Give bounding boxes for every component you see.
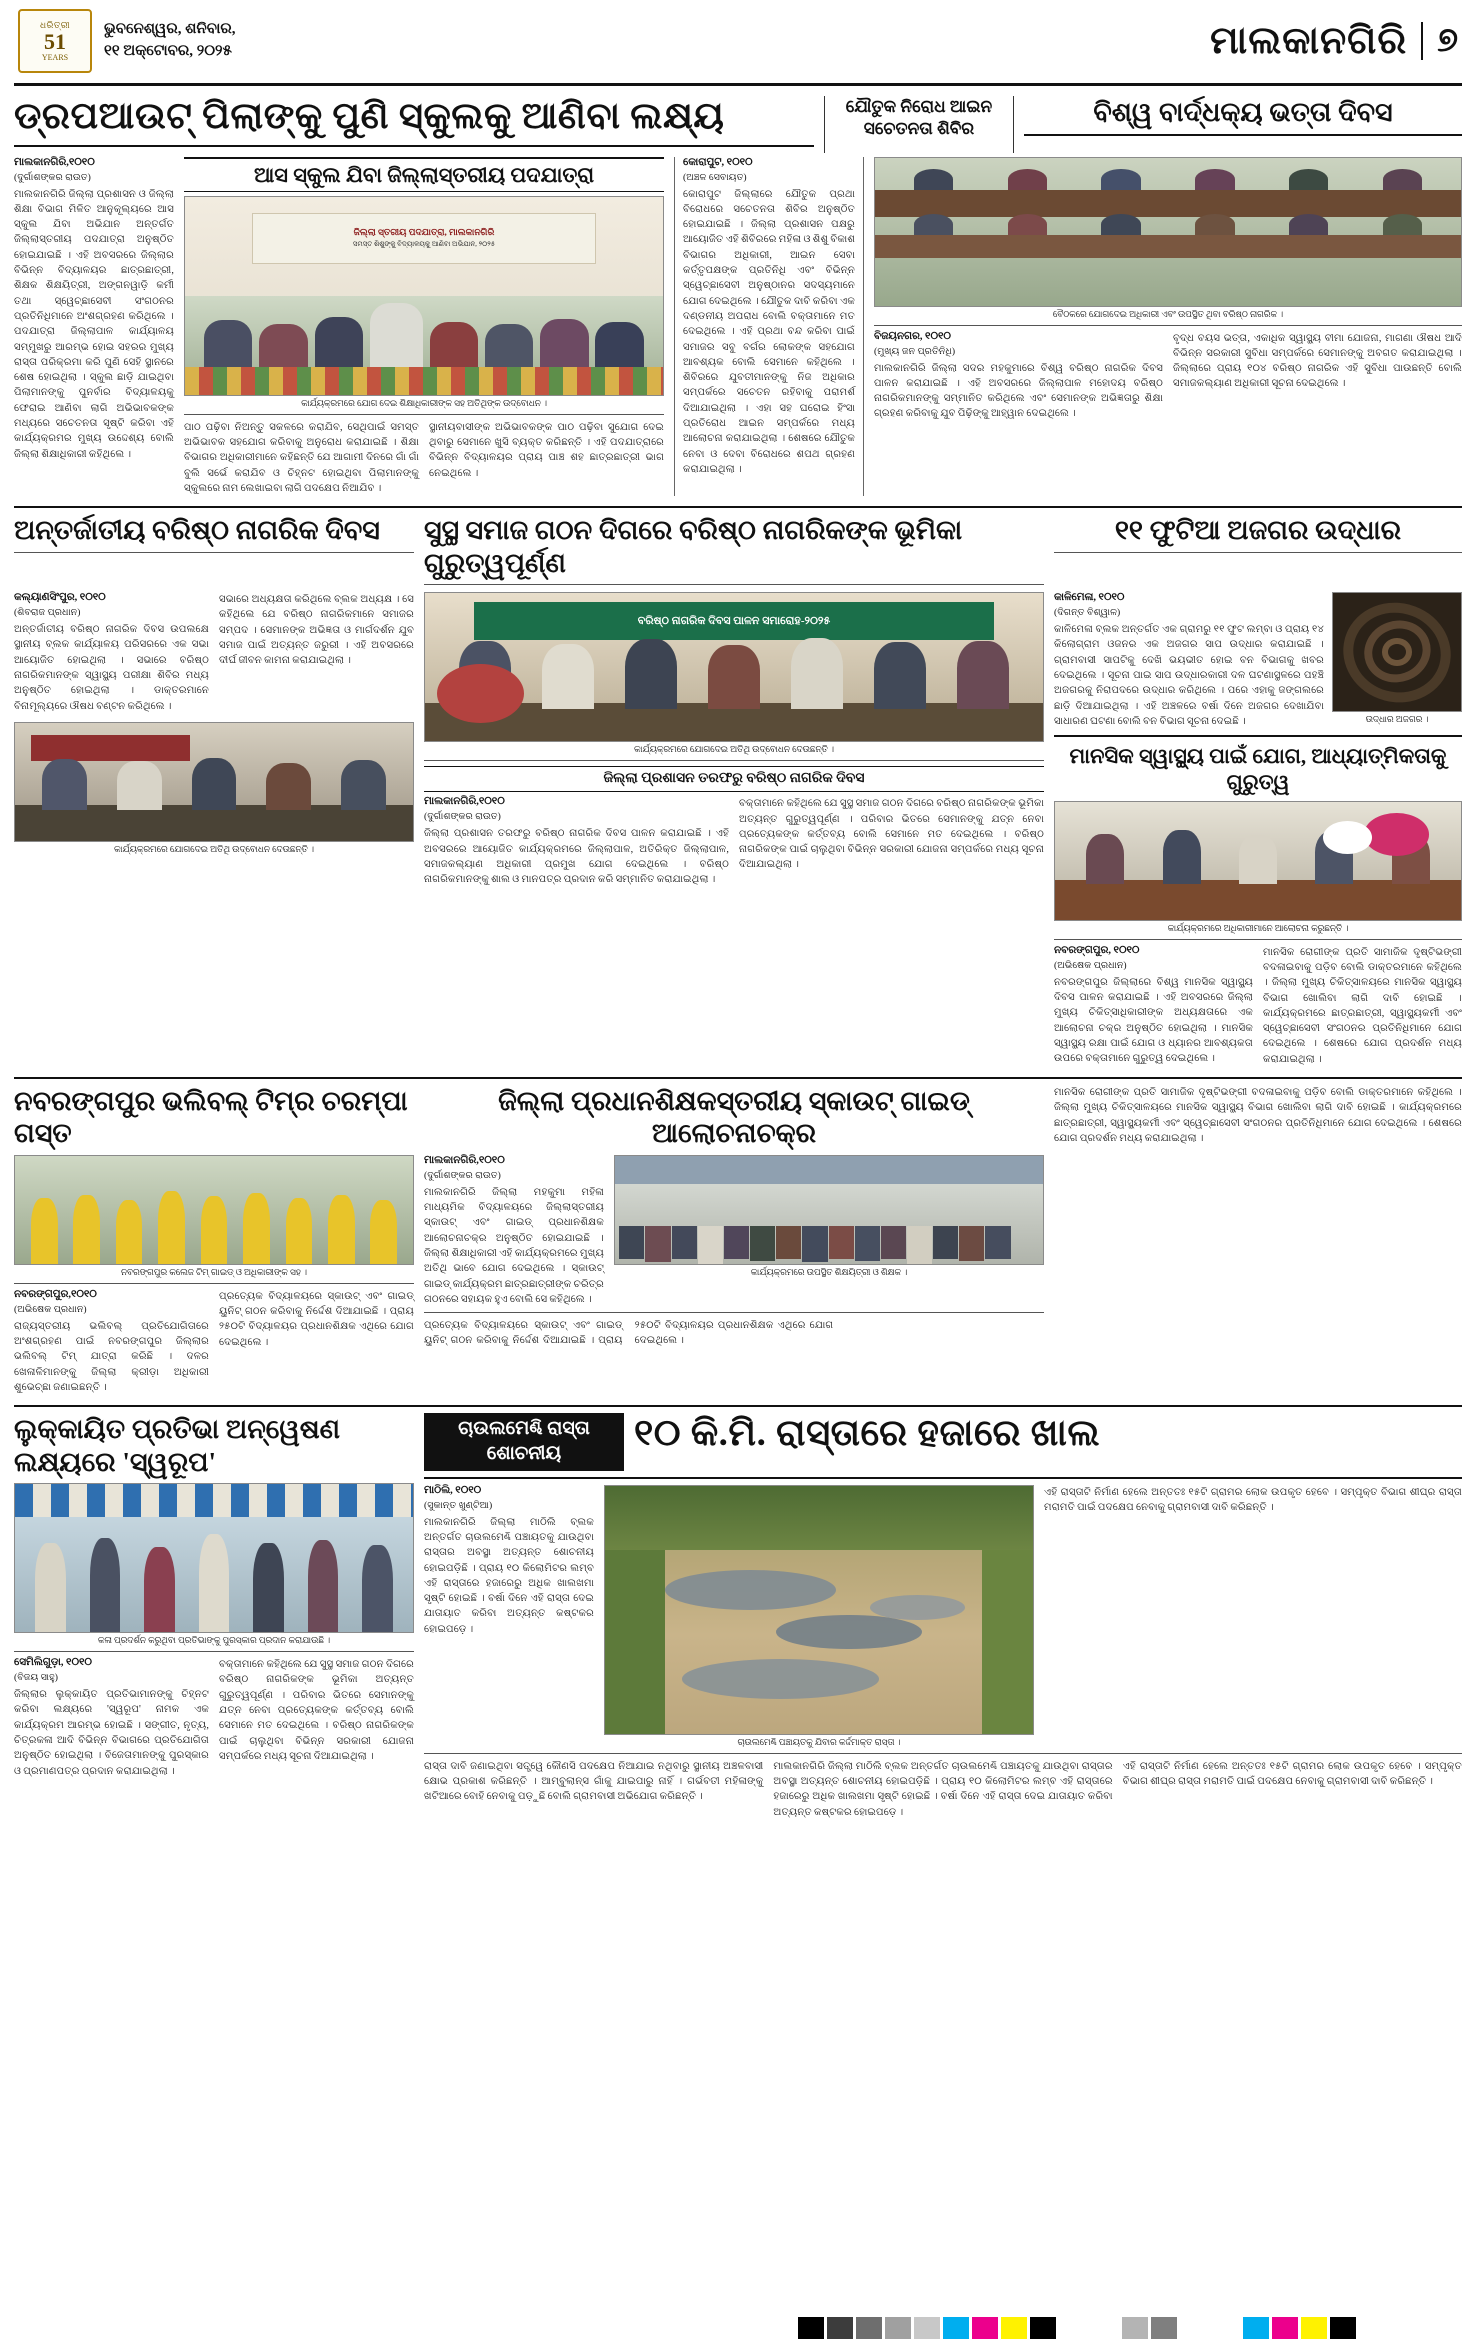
nabarangpur-photo-caption: ନବରଙ୍ଗପୁର କଲେଜ ଟିମ୍ ଗାଇଡ୍ ଓ ଅଧିକାରୀଙ୍କ ସହ ।: [121, 1266, 307, 1277]
photo-roadside: [605, 1550, 665, 1734]
python-rescue-block: [1054, 592, 1462, 1067]
photo-person: [957, 641, 1009, 709]
talent-photo-caption: କଳା ପ୍ରଦର୍ଶନ କରୁଥିବା ପ୍ରତିଭାଙ୍କୁ ପୁରସ୍କାର ପ୍ରଦାନ କରାଯାଉଛି ।: [97, 1635, 331, 1646]
lead-sub-headline: ଆସ ସ୍କୁଲ ଯିବା ଜିଲ୍ଲାସ୍ତରୀୟ ପଦଯାତ୍ରା: [184, 157, 664, 192]
masthead-left: [18, 9, 236, 73]
balloon-decoration-icon: [1323, 821, 1372, 854]
photo-people-row: [887, 214, 1450, 235]
elderly-day-column: [874, 157, 1462, 497]
python-top-row: [1054, 592, 1462, 729]
nabarangpur-col-1: [14, 1289, 209, 1395]
intl-senior-photo-caption: କାର୍ଯ୍ୟକ୍ରମରେ ଯୋଗଦେଇ ଅତିଥି ଉଦ୍ବୋଧନ ଦେଉଛନ୍ତି ।: [113, 843, 314, 854]
masthead-place-date-line1: ଭୁବନେଶ୍ୱର, ଶନିବାର,: [104, 20, 236, 37]
photo-people-row: [887, 169, 1450, 190]
elderly-text-cols: [874, 331, 1462, 422]
school-guide-dateline: ମାଲକାନଗିରି,୧୦୧୦: [424, 1154, 505, 1166]
elderly-day-headline: ବିଶ୍ୱ ବାର୍ଦ୍ଧକ୍ୟ ଭତ୍ତା ଦିବସ: [1093, 97, 1393, 127]
logo-ribbon-text: ଧରିତ୍ରୀ: [39, 19, 71, 30]
audience-person: [672, 1226, 697, 1259]
lead-lower-cols: [184, 420, 664, 496]
logo-years-label: YEARS: [41, 52, 69, 62]
intl-senior-subdateline: (ଶିବରାଜ ପ୍ରଧାନ): [14, 607, 81, 619]
yoga-extra-col: [1054, 1085, 1462, 1395]
photo-hall-wall: [615, 1156, 1043, 1184]
lead-body-2: ପାଠ ପଢ଼ିବା ନିଅନ୍ତୁ ସକଳରେ କରାଯିବ, ସେଥିପାଇଁ ସମସ୍ତ ଅଭିଭାବକ ସହଯୋଗ କରିବାକୁ ଅନୁରୋଧ କରାଯାଇଛି । ଶିକ୍ଷା ବିଭାଗର ଅଧିକାରୀମାନେ କହିଛନ୍ତି ଯେ ଆଗାମୀ ଦିନରେ ଗାଁ ଗାଁ ବୁଲି ସର୍ଭେ କରାଯିବ ଓ ଚିହ୍ନଟ ହୋଇଥିବା ପିଲାମାନଙ୍କୁ ସ୍କୁଲରେ ନାମ ଲେଖାଇବା ଲାଗି ପଦକ୍ଷେପ ନିଆଯିବ ।: [184, 421, 419, 494]
team-member: [370, 1200, 397, 1264]
school-guide-col-1: [424, 1155, 604, 1307]
photo-person: [1163, 830, 1201, 884]
color-swatch: [798, 2317, 824, 2339]
photo-person: [1101, 169, 1140, 190]
elderly-body-1: ମାଲକାନଗିରି ଜିଲ୍ଲା ସଦର ମହକୁମାରେ ବିଶ୍ୱ ବରିଷ୍ଠ ନାଗରିକ ଦିବସ ପାଳନ କରାଯାଇଛି । ଏହି ଅବସରରେ ଜିଲ୍ଲାପାଳ ମହୋଦୟ ବରିଷ୍ଠ ନାଗରିକମାନଙ୍କୁ ସମ୍ମାନିତ କରିଥିଲେ ଏବଂ ସେମାନଙ୍କ ଅଭିଜ୍ଞତାରୁ ଶିକ୍ଷା ଗ୍ରହଣ କରିବାକୁ ଯୁବ ପିଢ଼ିଙ୍କୁ ଆହ୍ୱାନ ଦେଇଥିଲେ ।: [874, 362, 1163, 420]
audience-person: [907, 1226, 932, 1264]
school-guide-side-body: ପ୍ରତ୍ୟେକ ବିଦ୍ୟାଳୟରେ ସ୍କାଉଟ୍ ଏବଂ ଗାଇଡ୍ ୟୁନିଟ୍ ଗଠନ କରିବାକୁ ନିର୍ଦ୍ଦେଶ ଦିଆଯାଇଛି । ପ୍ରାୟ ୨୫୦ଟି ବିଦ୍ୟାଳୟର ପ୍ରଧାନଶିକ୍ଷକ ଏଥିରେ ଯୋଗ ଦେଇଥିଲେ ।: [219, 1290, 414, 1348]
publication-logo: [18, 9, 92, 73]
elderly-day-photo: [874, 157, 1462, 307]
lead-photo-banner-line2: ସମସ୍ତ ଶିଶୁଙ୍କୁ ବିଦ୍ୟାଳୟକୁ ଆଣିବା ଅଭିଯାନ, ୨୦୨୫: [352, 240, 496, 249]
lead-body-3: ସ୍ଥାନୀୟବାସୀଙ୍କ ଅଭିଭାବକଙ୍କ ପାଠ ପଢ଼ିବା ସୁଯୋଗ ଦେଇ ଥିବାରୁ ସେମାନେ ଖୁସି ବ୍ୟକ୍ତ କରିଛନ୍ତି । ଏହି ପଦଯାତ୍ରାରେ ବିଭିନ୍ନ ବିଦ୍ୟାଳୟର ପ୍ରାୟ ପାଞ୍ଚ ଶହ ଛାତ୍ରଛାତ୍ରୀ ଭାଗ ନେଇଥିଲେ ।: [429, 421, 664, 479]
photo-person: [308, 1540, 339, 1632]
yoga-dateline: ନବରଙ୍ଗପୁର, ୧୦୧୦: [1054, 944, 1140, 956]
team-member: [73, 1195, 100, 1264]
school-guide-block: [424, 1085, 1044, 1395]
audience-person: [881, 1226, 906, 1259]
color-swatch: [1301, 2317, 1327, 2339]
talent-col-1: [14, 1657, 209, 1779]
yoga-body-2: ମାନସିକ ରୋଗୀଙ୍କ ପ୍ରତି ସାମାଜିକ ଦୃଷ୍ଟିଭଙ୍ଗୀ ବଦଳାଇବାକୁ ପଡ଼ିବ ବୋଲି ଡାକ୍ତରମାନେ କହିଥିଲେ । ଜିଲ୍ଲା ମୁଖ୍ୟ ଚିକିତ୍ସାଳୟରେ ମାନସିକ ସ୍ୱାସ୍ଥ୍ୟ ବିଭାଗ ଖୋଲିବା ଲାଗି ଦାବି ହୋଇଛି । କାର୍ଯ୍ୟକ୍ରମରେ ଛାତ୍ରଛାତ୍ରୀ, ସ୍ୱାସ୍ଥ୍ୟକର୍ମୀ ଏବଂ ସ୍ୱେଚ୍ଛାସେବୀ ସଂଗଠନର ପ୍ରତିନିଧିମାନେ ଯୋଗ ଦେଇଥିଲେ । ଶେଷରେ ଯୋଗ ପ୍ରଦର୍ଶନ ମଧ୍ୟ କରାଯାଇଥିଲା ।: [1263, 946, 1462, 1065]
photo-person: [791, 638, 843, 709]
yoga-text-cols: [1054, 945, 1462, 1067]
elderly-subdateline: (ମୁଖ୍ୟ ଜନ ପ୍ରତିନିଧି): [874, 345, 956, 357]
talent-headline: ଲୁକ୍କାୟିତ ପ୍ରତିଭା ଅନ୍ୱେଷଣ ଲକ୍ଷ୍ୟରେ 'ସ୍ୱରୂପ': [14, 1414, 341, 1477]
photo-person: [266, 763, 311, 811]
dowry-headline-wrap: [824, 96, 1014, 153]
photo-roadside: [982, 1550, 1033, 1734]
intl-senior-block: [14, 592, 414, 1067]
dowry-headline: ଯୌତୁକ ନିରୋଧ ଆଇନ ସଚେତନତା ଶିବିର: [845, 97, 993, 139]
intl-senior-cols: [14, 592, 414, 714]
photo-person: [1383, 214, 1422, 235]
dowry-subdateline: (ଅଞ୍ଚଳ ସେବାୟତ): [683, 171, 747, 183]
road-block: [424, 1413, 1462, 1820]
photo-person: [1239, 835, 1277, 885]
python-text-col: [1054, 592, 1324, 729]
color-swatch: [943, 2317, 969, 2339]
photo-people-row: [27, 754, 401, 811]
edition-title: ମାଲକାନଗିରି: [1210, 19, 1408, 62]
photo-puddle: [682, 1659, 879, 1699]
talent-text-cols: [14, 1657, 414, 1779]
school-guide-body-1: ମାଲକାନଗିରି ଜିଲ୍ଲା ମହକୁମା ମହିଳା ମାଧ୍ୟମିକ ବିଦ୍ୟାଳୟରେ ଜିଲ୍ଲାସ୍ତରୀୟ ସ୍କାଉଟ୍ ଏବଂ ଗାଇଡ୍ ପ୍ରଧାନଶିକ୍ଷକ ଆଲୋଚନାଚକ୍ର ଅନୁଷ୍ଠିତ ହୋଇଯାଇଛି । ଜିଲ୍ଲା ଶିକ୍ଷାଧିକାରୀ ଏହି କାର୍ଯ୍ୟକ୍ରମରେ ମୁଖ୍ୟ ଅତିଥି ଭାବେ ଯୋଗ ଦେଇଥିଲେ । ସ୍କାଉଟ୍ ଗାଇଡ୍ କାର୍ଯ୍ୟକ୍ରମ ଛାତ୍ରଛାତ୍ରୀଙ୍କ ଚରିତ୍ର ଗଠନରେ ସହାୟକ ହୁଏ ବୋଲି ସେ କହିଥିଲେ ।: [424, 1186, 604, 1305]
python-head-wrap: [1054, 514, 1462, 590]
photo-person: [35, 1543, 66, 1632]
road-col-3: [1044, 1485, 1462, 1748]
lower-middle-row: [14, 1077, 1462, 1395]
team-member: [201, 1196, 228, 1263]
yoga-col-1: [1054, 945, 1253, 1067]
photo-person: [1289, 214, 1328, 235]
color-swatch: [856, 2317, 882, 2339]
audience-person: [619, 1226, 644, 1259]
road-headline-row: [424, 1413, 1462, 1470]
society-sub-headline: ଜିଲ୍ଲା ପ୍ରଶାସନ ତରଫରୁ ବରିଷ୍ଠ ନାଗରିକ ଦିବସ: [424, 766, 1044, 792]
photo-person: [90, 1538, 121, 1632]
team-row: [23, 1180, 405, 1264]
dowry-dateline: କୋରାପୁଟ, ୧୦୧୦: [683, 156, 753, 168]
road-body-2b: ମାଲକାନଗିରି ଜିଲ୍ଲା ମାଠିଲି ବ୍ଲକ ଅନ୍ତର୍ଗତ ଚାଉଲମେଣ୍ଢି ପଞ୍ଚାୟତକୁ ଯାଉଥିବା ରାସ୍ତାର ଅବସ୍ଥା ଅତ୍ୟନ୍ତ ଶୋଚନୀୟ ହୋଇପଡ଼ିଛି । ପ୍ରାୟ ୧୦ କିଲୋମିଟର ଲମ୍ବ ଏହି ରାସ୍ତାରେ ହଜାରେରୁ ଅଧିକ ଖାଲଖମା ସୃଷ୍ଟି ହୋଇଛି । ବର୍ଷା ଦିନେ ଏହି ରାସ୍ତା ଦେଇ ଯାତାୟାତ କରିବା ଅତ୍ୟନ୍ତ କଷ୍ଟକର ହୋଇପଡ଼େ ।: [773, 1760, 1113, 1818]
society-role-photo: [424, 592, 1044, 742]
audience-person: [750, 1226, 775, 1260]
color-swatch: [885, 2317, 911, 2339]
masthead-place-date-line2: ୧୧ ଅକ୍ଟୋବର, ୨୦୨୫: [104, 42, 232, 59]
photo-person: [1008, 214, 1047, 235]
elderly-dateline: ବିଜୟନଗର, ୧୦୧୦: [874, 330, 951, 342]
team-member: [31, 1198, 58, 1264]
road-col-1: [424, 1485, 594, 1748]
color-swatch: [1330, 2317, 1356, 2339]
road-banner-line1: ଚାଉଲମେଣ୍ଢି ରାସ୍ତା: [458, 1418, 590, 1440]
talent-subdateline: (ବିଜୟ ସାହୁ): [14, 1672, 58, 1684]
audience-person: [829, 1226, 854, 1259]
photo-puddle: [776, 1615, 922, 1650]
team-member: [286, 1198, 313, 1264]
page-number: ୭: [1421, 22, 1458, 60]
lead-photo-flowers: [185, 367, 663, 395]
top-headline-row: [14, 96, 1462, 153]
audience-person: [776, 1226, 801, 1259]
school-guide-photo-caption: କାର୍ଯ୍ୟକ୍ରମରେ ଉପସ୍ଥିତ ଶିକ୍ଷୟିତ୍ରୀ ଓ ଶିକ୍ଷକ ।: [750, 1266, 908, 1277]
photo-person: [144, 1547, 175, 1632]
photo-person: [1101, 214, 1140, 235]
school-guide-subdateline: (ଦୁର୍ଗାଶଙ୍କର ରାଉତ): [424, 1169, 501, 1181]
society-col-1: [424, 796, 729, 887]
talent-block: [14, 1413, 414, 1820]
talent-photo: [14, 1483, 414, 1633]
lead-col-1: [14, 157, 174, 497]
python-body: କାଳିମେଳା ବ୍ଲକ ଅନ୍ତର୍ଗତ ଏକ ଗ୍ରାମରୁ ୧୧ ଫୁଟ ଲମ୍ବା ଓ ପ୍ରାୟ ୧୪ କିଲୋଗ୍ରାମ ଓଜନର ଏକ ଅଜଗର ସାପ ଉଦ୍ଧାର କରାଯାଇଛି । ଗ୍ରାମବାସୀ ସାପଟିକୁ ଦେଖି ଭୟଭୀତ ହୋଇ ବନ ବିଭାଗକୁ ଖବର ଦେଇଥିଲେ । ସୂଚନା ପାଇ ସାପ ଉଦ୍ଧାରକାରୀ ଦଳ ଘଟଣାସ୍ଥଳରେ ପହଞ୍ଚି ଅଜଗରକୁ ନିରାପଦରେ ଉଦ୍ଧାର କରିଥିଲେ । ପରେ ଏହାକୁ ଜଙ୍ଗଲରେ ଛାଡ଼ି ଦିଆଯାଇଥିଲା । ଏହି ଅଞ୍ଚଳରେ ବର୍ଷା ଦିନେ ଅଜଗର ଦେଖାଯିବା ସାଧାରଣ ଘଟଣା ବୋଲି ବନ ବିଭାଗ ସୂଚନା ଦେଇଛି ।: [1054, 624, 1324, 727]
color-swatch: [972, 2317, 998, 2339]
nabarangpur-body: ରାଜ୍ୟସ୍ତରୀୟ ଭଲିବଲ୍ ପ୍ରତିଯୋଗିତାରେ ଅଂଶଗ୍ରହଣ ପାଇଁ ନବରଙ୍ଗପୁର ଜିଲ୍ଲାର ଭଲିବଲ୍ ଟିମ୍ ଯାତ୍ରା କରିଛି । ଦଳର ଖେଳାଳିମାନଙ୍କୁ ଜିଲ୍ଲା କ୍ରୀଡ଼ା ଅଧିକାରୀ ଶୁଭେଚ୍ଛା ଜଣାଇଛନ୍ତି ।: [14, 1320, 209, 1393]
middle-headline-row: [14, 506, 1462, 590]
masthead-right: [1210, 19, 1458, 63]
school-guide-photo: [614, 1155, 1044, 1265]
nabarangpur-photo: [14, 1155, 414, 1265]
python-photo: [1332, 592, 1462, 712]
team-member: [158, 1191, 185, 1263]
audience-person: [802, 1226, 827, 1262]
team-member: [243, 1193, 270, 1264]
road-content-row: [424, 1485, 1462, 1748]
lead-dateline: ମାଲକାନଗିରି,୧୦୧୦: [14, 156, 95, 168]
photo-person: [542, 644, 594, 709]
print-registration-colorbar: [0, 2313, 1476, 2339]
python-rescue-headline: ୧୧ ଫୁଟିଆ ଅଜଗର ଉଦ୍ଧାର: [1114, 515, 1402, 546]
road-body-1: ମାଲକାନଗିରି ଜିଲ୍ଲା ମାଠିଲି ବ୍ଲକ ଅନ୍ତର୍ଗତ ଚାଉଲମେଣ୍ଢି ପଞ୍ଚାୟତକୁ ଯାଉଥିବା ରାସ୍ତାର ଅବସ୍ଥା ଅତ୍ୟନ୍ତ ଶୋଚନୀୟ ହୋଇପଡ଼ିଛି । ପ୍ରାୟ ୧୦ କିଲୋମିଟର ଲମ୍ବ ଏହି ରାସ୍ତାରେ ହଜାରେରୁ ଅଧିକ ଖାଲଖମା ସୃଷ୍ଟି ହୋଇଛି । ବର୍ଷା ଦିନେ ଏହି ରାସ୍ତା ଦେଇ ଯାତାୟାତ କରିବା ଅତ୍ୟନ୍ତ କଷ୍ଟକର ହୋଇପଡ଼େ ।: [424, 1516, 594, 1635]
photo-person: [42, 759, 87, 810]
yoga-mental-headline: ମାନସିକ ସ୍ୱାସ୍ଥ୍ୟ ପାଇଁ ଯୋଗ, ଆଧ୍ୟାତ୍ମିକତାକୁ ଗୁରୁତ୍ୱ: [1069, 744, 1447, 795]
intl-senior-col-1: [14, 592, 209, 714]
photo-person: [625, 639, 677, 708]
road-dateline: ମାଠିଲି, ୧୦୧୦: [424, 1484, 482, 1496]
masthead-dateline: [104, 19, 236, 63]
audience-grid: [619, 1182, 1038, 1264]
society-photo-caption: କାର୍ଯ୍ୟକ୍ରମରେ ଯୋଗଦେଇ ଅତିଥି ଉଦ୍ବୋଧନ ଦେଉଛନ୍ତି ।: [633, 744, 834, 755]
lead-headline: ଡ୍ରପଆଉଟ୍ ପିଲାଙ୍କୁ ପୁଣି ସ୍କୁଲକୁ ଆଣିବା ଲକ୍ଷ୍ୟ: [14, 96, 725, 137]
photo-table: [875, 190, 1461, 217]
nabarangpur-text-cols: [14, 1289, 414, 1395]
intl-senior-body-1: ଅନ୍ତର୍ଜାତୀୟ ବରିଷ୍ଠ ନାଗରିକ ଦିବସ ଉପଲକ୍ଷେ ସ୍ଥାନୀୟ ବ୍ଲକ କାର୍ଯ୍ୟାଳୟ ପରିସରରେ ଏକ ସଭା ଆୟୋଜିତ ହୋଇଥିଲା । ସଭାରେ ବରିଷ୍ଠ ନାଗରିକମାନଙ୍କ ସ୍ୱାସ୍ଥ୍ୟ ପରୀକ୍ଷା ଶିବିର ମଧ୍ୟ ଅନୁଷ୍ଠିତ ହୋଇଥିଲା । ଡାକ୍ତରମାନେ ବିନାମୂଲ୍ୟରେ ଔଷଧ ବଣ୍ଟନ କରିଥିଲେ ।: [14, 624, 209, 712]
society-body-2: ବକ୍ତାମାନେ କହିଥିଲେ ଯେ ସୁସ୍ଥ ସମାଜ ଗଠନ ଦିଗରେ ବରିଷ୍ଠ ନାଗରିକଙ୍କ ଭୂମିକା ଅତ୍ୟନ୍ତ ଗୁରୁତ୍ୱପୂର୍ଣ୍ଣ । ପରିବାର ଭିତରେ ସେମାନଙ୍କୁ ଯତ୍ନ ନେବା ପ୍ରତ୍ୟେକଙ୍କ କର୍ତ୍ତବ୍ୟ ବୋଲି ସେମାନେ ମତ ଦେଇଥିଲେ । ବରିଷ୍ଠ ନାଗରିକଙ୍କ ପାଇଁ ଚାଲୁଥିବା ବିଭିନ୍ନ ସରକାରୀ ଯୋଜନା ସମ୍ପର୍କରେ ମଧ୍ୟ ସୂଚନା ଦିଆଯାଇଥିଲା ।: [739, 798, 1044, 871]
lead-photo-caption: କାର୍ଯ୍ୟକ୍ରମରେ ଯୋଗ ଦେଇ ଶିକ୍ଷାଧିକାରୀଙ୍କ ସହ ଅତିଥିଙ୍କ ଉଦ୍ବୋଧନ ।: [301, 397, 547, 408]
yoga-extra-body: ମାନସିକ ରୋଗୀଙ୍କ ପ୍ରତି ସାମାଜିକ ଦୃଷ୍ଟିଭଙ୍ଗୀ ବଦଳାଇବାକୁ ପଡ଼ିବ ବୋଲି ଡାକ୍ତରମାନେ କହିଥିଲେ । ଜିଲ୍ଲା ମୁଖ୍ୟ ଚିକିତ୍ସାଳୟରେ ମାନସିକ ସ୍ୱାସ୍ଥ୍ୟ ବିଭାଗ ଖୋଲିବା ଲାଗି ଦାବି ହୋଇଛି । କାର୍ଯ୍ୟକ୍ରମରେ ଛାତ୍ରଛାତ୍ରୀ, ସ୍ୱାସ୍ଥ୍ୟକର୍ମୀ ଏବଂ ସ୍ୱେଚ୍ଛାସେବୀ ସଂଗଠନର ପ୍ରତିନିଧିମାନେ ଯୋଗ ଦେଇଥିଲେ । ଶେଷରେ ଯୋଗ ପ୍ରଦର୍ଶନ ମଧ୍ୟ କରାଯାଇଥିଲା ।: [1054, 1087, 1462, 1144]
road-headline: ୧୦ କି.ମି. ରାସ୍ତାରେ ହଜାରେ ଖାଲ: [634, 1413, 1101, 1455]
photo-person: [253, 1543, 284, 1632]
school-guide-headline: ଜିଲ୍ଲା ପ୍ରଧାନଶିକ୍ଷକସ୍ତରୀୟ ସ୍କାଉଟ୍ ଗାଇଡ୍ ଆଲୋଚନାଚକ୍ର: [498, 1086, 970, 1149]
audience-person: [985, 1226, 1010, 1259]
photo-person: [341, 760, 386, 810]
road-body-3: ଏହି ରାସ୍ତାଟି ନିର୍ମାଣ ହେଲେ ଅନ୍ତତଃ ୧୫ଟି ଗ୍ରାମର ଲୋକ ଉପକୃତ ହେବେ । ସମ୍ପୃକ୍ତ ବିଭାଗ ଶୀଘ୍ର ରାସ୍ତା ମରାମତି ପାଇଁ ପଦକ୍ଷେପ ନେବାକୁ ଗ୍ରାମବାସୀ ଦାବି କରିଛନ୍ତି ।: [1044, 1486, 1462, 1513]
color-swatch: [1122, 2317, 1148, 2339]
elderly-col-1: [874, 331, 1163, 422]
color-swatch: [827, 2317, 853, 2339]
photo-vegetation: [605, 1486, 1033, 1550]
logo-anniversary-number: 51: [44, 28, 66, 54]
dowry-camp-column: [674, 157, 864, 497]
photo-person: [192, 758, 237, 810]
color-swatch: [1001, 2317, 1027, 2339]
society-body-1: ଜିଲ୍ଲା ପ୍ରଶାସନ ତରଫରୁ ବରିଷ୍ଠ ନାଗରିକ ଦିବସ ପାଳନ କରାଯାଇଛି । ଏହି ଅବସରରେ ଆୟୋଜିତ କାର୍ଯ୍ୟକ୍ରମରେ ଜିଲ୍ଲାପାଳ, ଅତିରିକ୍ତ ଜିଲ୍ଲାପାଳ, ସମାଜକଲ୍ୟାଣ ଅଧିକାରୀ ପ୍ରମୁଖ ଯୋଗ ଦେଇଥିଲେ । ବରିଷ୍ଠ ନାଗରିକମାନଙ୍କୁ ଶାଲ ଓ ମାନପତ୍ର ପ୍ରଦାନ କରି ସମ୍ମାନିତ କରାଯାଇଥିଲା ।: [424, 828, 729, 886]
elderly-photo-caption: ବୈଠକରେ ଯୋଗଦେଇ ଅଧିକାରୀ ଏବଂ ଉପସ୍ଥିତ ଥିବା ବରିଷ୍ଠ ନାଗରିକ ।: [1052, 308, 1284, 319]
road-photo-caption: ଚାଉଲମେଣ୍ଢି ପଞ୍ଚାୟତକୁ ଯିବାର କର୍ଦ୍ଦମାକ୍ତ ରାସ୍ତା ।: [737, 1736, 901, 1747]
road-photo: [604, 1485, 1034, 1735]
talent-body-extra: ବକ୍ତାମାନେ କହିଥିଲେ ଯେ ସୁସ୍ଥ ସମାଜ ଗଠନ ଦିଗରେ ବରିଷ୍ଠ ନାଗରିକଙ୍କ ଭୂମିକା ଅତ୍ୟନ୍ତ ଗୁରୁତ୍ୱପୂର୍ଣ୍ଣ । ପରିବାର ଭିତରେ ସେମାନଙ୍କୁ ଯତ୍ନ ନେବା ପ୍ରତ୍ୟେକଙ୍କ କର୍ତ୍ତବ୍ୟ ବୋଲି ସେମାନେ ମତ ଦେଇଥିଲେ । ବରିଷ୍ଠ ନାଗରିକଙ୍କ ପାଇଁ ଚାଲୁଥିବା ବିଭିନ୍ନ ସରକାରୀ ଯୋଜନା ସମ୍ପର୍କରେ ମଧ୍ୟ ସୂଚନା ଦିଆଯାଇଥିଲା ।: [219, 1659, 414, 1762]
audience-person: [855, 1226, 880, 1260]
python-photo-col: [1332, 592, 1462, 729]
lead-photo-banner: [252, 213, 596, 264]
yoga-photo-caption: କାର୍ଯ୍ୟକ୍ରମରେ ଅଧିକାରୀମାନେ ଆଲୋଚନା କରୁଛନ୍ତି ।: [1167, 922, 1349, 933]
school-guide-body-2: ପ୍ରତ୍ୟେକ ବିଦ୍ୟାଳୟରେ ସ୍କାଉଟ୍ ଏବଂ ଗାଇଡ୍ ୟୁନିଟ୍ ଗଠନ କରିବାକୁ ନିର୍ଦ୍ଦେଶ ଦିଆଯାଇଛି । ପ୍ରାୟ ୨୫୦ଟି ବିଦ୍ୟାଳୟର ପ୍ରଧାନଶିକ୍ଷକ ଏଥିରେ ଯୋଗ ଦେଇଥିଲେ ।: [424, 1320, 834, 1347]
photo-table: [1055, 880, 1461, 920]
team-member: [116, 1200, 143, 1264]
lead-photo-banner-line1: ଜିଲ୍ଲା ସ୍ତରୀୟ ପଦଯାତ୍ରା, ମାଲକାନଗିରି: [353, 227, 495, 238]
color-swatch: [1151, 2317, 1177, 2339]
yoga-photo: [1054, 801, 1462, 921]
color-swatch: [1030, 2317, 1056, 2339]
color-swatch: [914, 2317, 940, 2339]
photo-puddle: [870, 1595, 964, 1620]
color-swatch: [1272, 2317, 1298, 2339]
elderly-headline-wrap: [1024, 96, 1462, 153]
color-swatch: [1243, 2317, 1269, 2339]
photo-person: [1289, 169, 1328, 190]
lead-photo: [184, 196, 664, 396]
team-member: [328, 1195, 355, 1264]
intl-senior-dateline: କଲ୍ୟାଣସିଂପୁର, ୧୦୧୦: [14, 592, 106, 604]
photo-person: [362, 1545, 393, 1632]
lead-headline-wrap: [14, 96, 814, 153]
python-dateline: କାଳିମେଳା, ୧୦୧୦: [1054, 592, 1125, 604]
road-banner-line2: ଶୋଚନୀୟ: [486, 1442, 562, 1464]
colorbar-swatches: [798, 2317, 1476, 2339]
yoga-subdateline: (ଅଭିଷେକ ପ୍ରଧାନ): [1054, 959, 1127, 971]
school-guide-photo-col: [614, 1155, 1044, 1307]
society-text-cols: [424, 796, 1044, 887]
photo-table: [875, 235, 1461, 259]
photo-people-row: [23, 1526, 405, 1633]
talent-dateline: ସେମିଲିଗୁଡ଼ା, ୧୦୧୦: [14, 1657, 92, 1669]
society-subdateline: (ଦୁର୍ଗାଶଙ୍କର ରାଉତ): [424, 811, 501, 823]
elderly-body-2: ବୃଦ୍ଧ ବୟସ ଭତ୍ତା, ଏକାଧିକ ସ୍ୱାସ୍ଥ୍ୟ ବୀମା ଯୋଜନା, ମାଗଣା ଔଷଧ ଆଦି ବିଭିନ୍ନ ସରକାରୀ ସୁବିଧା ସମ୍ପର୍କରେ ସେମାନଙ୍କୁ ଅବଗତ କରାଯାଇଥିଲା । ଜିଲ୍ଲାରେ ପ୍ରାୟ ୧୦୪ ବରିଷ୍ଠ ନାଗରିକ ଏହି ସୁବିଧା ପାଉଛନ୍ତି ବୋଲି ସମାଜକଲ୍ୟାଣ ଅଧିକାରୀ ସୂଚନା ଦେଇଥିଲେ ।: [1173, 332, 1462, 390]
photo-person: [1195, 169, 1234, 190]
society-dateline: ମାଲକାନଗିରି,୧୦୧୦: [424, 796, 505, 808]
intl-senior-body-2: ସଭାରେ ଅଧ୍ୟକ୍ଷତା କରିଥିଲେ ବ୍ଲକ ଅଧ୍ୟକ୍ଷ । ସେ କହିଥିଲେ ଯେ ବରିଷ୍ଠ ନାଗରିକମାନେ ସମାଜର ସମ୍ପଦ । ସେମାନଙ୍କ ଅଭିଜ୍ଞତା ଓ ମାର୍ଗଦର୍ଶନ ଯୁବ ସମାଜ ପାଇଁ ଅତ୍ୟନ୍ତ ଜରୁରୀ । ଏହି ଅବସରରେ ଦୀର୍ଘ ଜୀବନ କାମନା କରାଯାଇଥିଲା ।: [219, 594, 414, 667]
photo-person: [199, 1534, 230, 1632]
photo-person: [708, 645, 760, 708]
photo-canopy: [15, 1484, 413, 1517]
upper-content-row: [14, 157, 1462, 497]
intl-senior-headline: ଅନ୍ତର୍ଜାତୀୟ ବରିଷ୍ଠ ନାଗରିକ ଦିବସ: [14, 515, 380, 546]
school-guide-row: [424, 1155, 1044, 1307]
photo-person: [914, 214, 953, 235]
photo-person: [1008, 169, 1047, 190]
python-subdateline: (ଦିଗନ୍ତ ବିଶ୍ୱାଳ): [1054, 607, 1121, 619]
road-bottom-cols: [424, 1759, 1462, 1820]
audience-person: [933, 1226, 958, 1259]
balloon-decoration-icon: [1364, 813, 1429, 855]
nabarangpur-headline: ନବରଙ୍ଗପୁର ଭଲିବଲ୍ ଟିମ୍ର ଚରମ୍ପା ଗସ୍ତ: [14, 1086, 408, 1149]
photo-person: [1086, 834, 1124, 885]
nabarangpur-subdateline: (ଅଭିଷେକ ପ୍ରଧାନ): [14, 1303, 87, 1315]
society-head-wrap: [424, 514, 1044, 590]
masthead: [14, 0, 1462, 86]
road-banner: [424, 1413, 624, 1470]
society-role-block: [424, 592, 1044, 1067]
society-role-headline: ସୁସ୍ଥ ସମାଜ ଗଠନ ଦିଗରେ ବରିଷ୍ଠ ନାଗରିକଙ୍କ ଭୂମିକା ଗୁରୁତ୍ୱପୂର୍ଣ୍ଣ: [424, 515, 963, 578]
photo-flower-bouquet: [437, 664, 524, 723]
road-body-2c: ଏହି ରାସ୍ତାଟି ନିର୍ମାଣ ହେଲେ ଅନ୍ତତଃ ୧୫ଟି ଗ୍ରାମର ଲୋକ ଉପକୃତ ହେବେ । ସମ୍ପୃକ୍ତ ବିଭାଗ ଶୀଘ୍ର ରାସ୍ତା ମରାମତି ପାଇଁ ପଦକ୍ଷେପ ନେବାକୁ ଗ୍ରାମବାସୀ ଦାବି କରିଛନ୍ତି ।: [1122, 1760, 1462, 1787]
photo-person: [1383, 169, 1422, 190]
photo-puddle: [665, 1570, 836, 1610]
lead-subdateline: (ଦୁର୍ଗାଶଙ୍କର ରାଉତ): [14, 171, 91, 183]
audience-person: [698, 1226, 723, 1264]
intl-senior-head-wrap: [14, 514, 414, 590]
intl-senior-photo: [14, 722, 414, 842]
society-photo-banner-text: ବରିଷ୍ଠ ନାଗରିକ ଦିବସ ପାଳନ ସମାରୋହ-୨୦୨୫: [637, 614, 831, 627]
lead-photo-block: [184, 157, 664, 497]
photo-people-row: [444, 632, 1025, 709]
dowry-body: କୋରାପୁଟ ଜିଲ୍ଲାରେ ଯୌତୁକ ପ୍ରଥା ବିରୋଧରେ ସଚେତନତା ଶିବିର ଅନୁଷ୍ଠିତ ହୋଇଯାଇଛି । ଜିଲ୍ଲା ପ୍ରଶାସନ ପକ୍ଷରୁ ଆୟୋଜିତ ଏହି ଶିବିରରେ ମହିଳା ଓ ଶିଶୁ ବିକାଶ ବିଭାଗର ଅଧିକାରୀ, ଆଇନ ସେବା କର୍ତ୍ତୃପକ୍ଷଙ୍କ ପ୍ରତିନିଧି ଏବଂ ବିଭିନ୍ନ ସ୍ୱେଚ୍ଛାସେବୀ ଅନୁଷ୍ଠାନର ସଦସ୍ୟମାନେ ଯୋଗ ଦେଇଥିଲେ । ଯୌତୁକ ଦାବି କରିବା ଏକ ଦଣ୍ଡନୀୟ ଅପରାଧ ବୋଲି ବକ୍ତାମାନେ ମତ ଦେଇଥିଲେ । ଏହି ପ୍ରଥା ବନ୍ଦ କରିବା ପାଇଁ ସମାଜର ସବୁ ବର୍ଗର ଲୋକଙ୍କ ସହଯୋଗ ଆବଶ୍ୟକ ବୋଲି ସେମାନେ କହିଥିଲେ । ଶିବିରରେ ଯୁବତୀମାନଙ୍କୁ ନିଜ ଅଧିକାର ସମ୍ପର୍କରେ ସଚେତନ ରହିବାକୁ ପରାମର୍ଶ ଦିଆଯାଇଥିଲା । ଏହା ସହ ଘରୋଇ ହିଂସା ପ୍ରତିରୋଧ ଆଇନ ସମ୍ପର୍କରେ ମଧ୍ୟ ଆଲୋଚନା କରାଯାଇଥିଲା । ଶେଷରେ ଯୌତୁକ ନେବା ଓ ଦେବା ବିରୋଧରେ ଶପଥ ଗ୍ରହଣ କରାଯାଇଥିଲା ।: [683, 188, 855, 475]
bottom-row: [14, 1405, 1462, 1820]
middle-content-row: [14, 592, 1462, 1067]
nabarangpur-block: [14, 1085, 414, 1395]
photo-person: [117, 761, 162, 810]
photo-person: [874, 642, 926, 708]
lead-body-1: ମାଲକାନଗିରି ଜିଲ୍ଲା ପ୍ରଶାସନ ଓ ଜିଲ୍ଲା ଶିକ୍ଷା ବିଭାଗ ମିଳିତ ଆନୁକୂଲ୍ୟରେ ଆସ ସ୍କୁଲ ଯିବା ଅଭିଯାନ ଅନ୍ତର୍ଗତ ଜିଲ୍ଲାସ୍ତରୀୟ ପଦଯାତ୍ରା ଅନୁଷ୍ଠିତ ହୋଇଯାଇଛି । ଏହି ଅବସରରେ ଜିଲ୍ଲାର ବିଭିନ୍ନ ବିଦ୍ୟାଳୟର ଛାତ୍ରଛାତ୍ରୀ, ଶିକ୍ଷକ ଶିକ୍ଷୟିତ୍ରୀ, ଅଙ୍ଗନୱାଡ଼ି କର୍ମୀ ତଥା ସ୍ୱେଚ୍ଛାସେବୀ ସଂଗଠନର ପ୍ରତିନିଧିମାନେ ଅଂଶଗ୍ରହଣ କରିଥିଲେ । ପଦଯାତ୍ରା ଜିଲ୍ଲାପାଳ କାର୍ଯ୍ୟାଳୟ ସମ୍ମୁଖରୁ ଆରମ୍ଭ ହୋଇ ସହରର ମୁଖ୍ୟ ରାସ୍ତା ପରିକ୍ରମା କରି ପୁଣି ସେହି ସ୍ଥାନରେ ଶେଷ ହୋଇଥିଲା । ସ୍କୁଲ ଛାଡ଼ି ଯାଇଥିବା ପିଲାମାନଙ୍କୁ ପୁନର୍ବାର ବିଦ୍ୟାଳୟକୁ ଫେରାଇ ଆଣିବା ଲାଗି ଅଭିଭାବକଙ୍କ ମଧ୍ୟରେ ସଚେତନତା ସୃଷ୍ଟି କରିବା ଏହି କାର୍ଯ୍ୟକ୍ରମର ମୁଖ୍ୟ ଉଦ୍ଦେଶ୍ୟ ବୋଲି ଜିଲ୍ଲା ଶିକ୍ଷାଧିକାରୀ କହିଥିଲେ ।: [14, 188, 174, 460]
road-subdateline: (ସୁକାନ୍ତ ଖୁଣ୍ଟିଆ): [424, 1499, 493, 1511]
photo-table: [15, 805, 413, 840]
audience-person: [724, 1226, 749, 1259]
road-body-2: ରାସ୍ତା ଦାବି ଜଣାଇଥିବା ସତ୍ତ୍ୱେ କୌଣସି ପଦକ୍ଷେପ ନିଆଯାଇ ନଥିବାରୁ ସ୍ଥାନୀୟ ଅଞ୍ଚଳବାସୀ କ୍ଷୋଭ ପ୍ରକାଶ କରିଛନ୍ତି । ଆମ୍ବୁଲାନ୍ସ ଗାଁକୁ ଯାଇପାରୁ ନାହିଁ । ଗର୍ଭବତୀ ମହିଳାଙ୍କୁ ଖଟିଆରେ ବୋହି ନେବାକୁ ପଡ଼ୁଛି ବୋଲି ଗ୍ରାମବାସୀ ଅଭିଯୋଗ କରିଛନ୍ତି ।: [424, 1760, 764, 1803]
python-photo-caption: ଉଦ୍ଧାର ଅଜଗର ।: [1365, 714, 1429, 725]
talent-body: ଜିଲ୍ଲାର ଲୁକ୍କାୟିତ ପ୍ରତିଭାମାନଙ୍କୁ ଚିହ୍ନଟ କରିବା ଲକ୍ଷ୍ୟରେ 'ସ୍ୱରୂପ' ନାମକ ଏକ କାର୍ଯ୍ୟକ୍ରମ ଆରମ୍ଭ ହୋଇଛି । ସଙ୍ଗୀତ, ନୃତ୍ୟ, ଚିତ୍ରକଳା ଆଦି ବିଭିନ୍ନ ବିଭାଗରେ ପ୍ରତିଯୋଗିତା ଅନୁଷ୍ଠିତ ହୋଇଥିଲା । ବିଜେତାମାନଙ୍କୁ ପୁରସ୍କାର ଓ ପ୍ରମାଣପତ୍ର ପ୍ରଦାନ କରାଯାଇଥିଲା ।: [14, 1689, 209, 1777]
audience-person: [959, 1226, 984, 1260]
photo-person: [1195, 214, 1234, 235]
road-photo-col: [604, 1485, 1034, 1748]
yoga-body-1: ନବରଙ୍ଗପୁର ଜିଲ୍ଲାରେ ବିଶ୍ୱ ମାନସିକ ସ୍ୱାସ୍ଥ୍ୟ ଦିବସ ପାଳନ କରାଯାଇଛି । ଏହି ଅବସରରେ ଜିଲ୍ଲା ମୁଖ୍ୟ ଚିକିତ୍ସାଧିକାରୀଙ୍କ ଅଧ୍ୟକ୍ଷତାରେ ଏକ ଆଲୋଚନା ଚକ୍ର ଅନୁଷ୍ଠିତ ହୋଇଥିଲା । ମାନସିକ ସ୍ୱାସ୍ଥ୍ୟ ରକ୍ଷା ପାଇଁ ଯୋଗ ଓ ଧ୍ୟାନର ଆବଶ୍ୟକତା ଉପରେ ବକ୍ତାମାନେ ଗୁରୁତ୍ୱ ଦେଇଥିଲେ ।: [1054, 976, 1253, 1065]
audience-person: [645, 1226, 670, 1262]
photo-person: [914, 169, 953, 190]
nabarangpur-dateline: ନବରଙ୍ଗପୁର,୧୦୧୦: [14, 1288, 97, 1300]
